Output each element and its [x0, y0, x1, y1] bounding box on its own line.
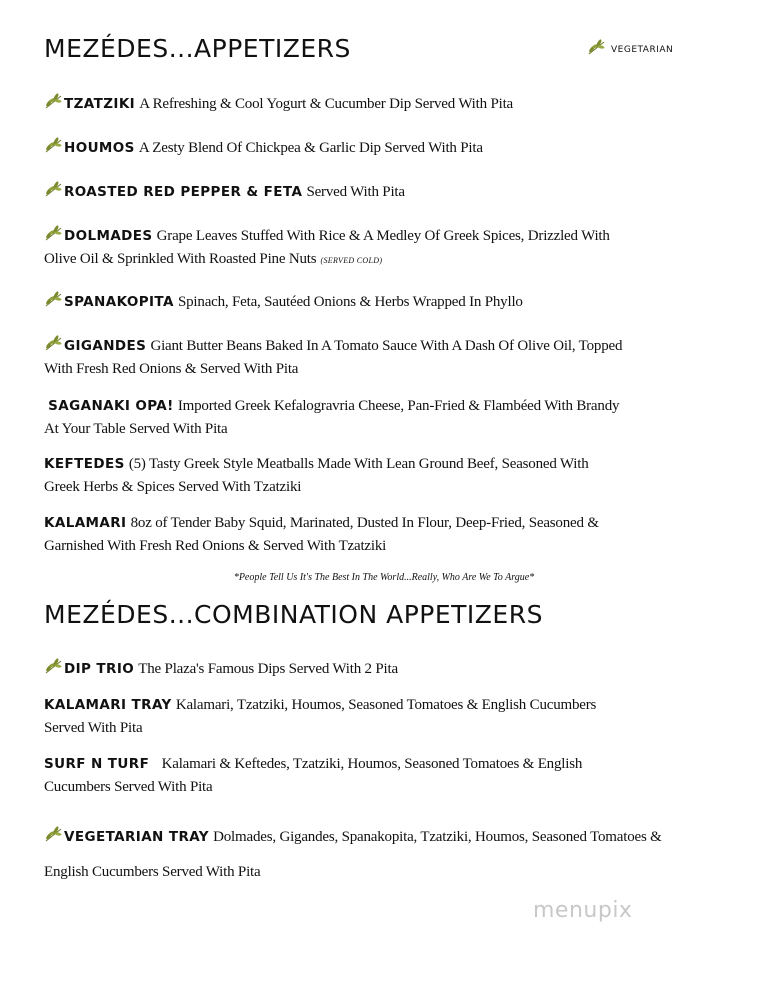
olive-branch-icon [44, 136, 64, 154]
olive-branch-icon [44, 657, 64, 675]
item-name: DOLMADES [64, 228, 153, 244]
vegetarian-legend [587, 38, 673, 56]
item-note: (SERVED COLD) [320, 256, 383, 265]
tagline: *People Tell Us It's The Best In The World...Really, Who Are We To Argue* [233, 572, 535, 583]
item-description-cont: At Your Table Served With Pita [44, 421, 228, 437]
item-description: The Plaza's Famous Dips Served With 2 Pita [138, 661, 398, 677]
section-title-appetizers: MEZÉDES...APPETIZERS [44, 34, 351, 63]
item-name: SAGANAKI OPA! [48, 398, 174, 414]
menu-item-houmos [44, 136, 760, 160]
item-name: TZATZIKI [64, 96, 136, 112]
item-description: A Refreshing & Cool Yogurt & Cucumber Dip Served With Pita [139, 96, 514, 112]
item-name: GIGANDES [64, 338, 147, 354]
menu-item-tzatziki [44, 92, 760, 116]
olive-branch-icon [44, 334, 64, 352]
olive-branch-icon [587, 38, 607, 56]
item-description-cont: Garnished With Fresh Red Onions & Served With Tzatziki [44, 538, 387, 554]
menu-item-saganaki [44, 395, 760, 441]
item-name: SPANAKOPITA [64, 294, 174, 310]
item-description: A Zesty Blend Of Chickpea & Garlic Dip Served With Pita [138, 140, 483, 156]
olive-branch-icon [44, 290, 64, 308]
item-description: Served With Pita [306, 184, 405, 200]
menupix-watermark: menupix [533, 898, 633, 923]
item-description-cont: Served With Pita [44, 720, 143, 736]
menu-item-vegetarian-tray [44, 820, 760, 890]
menu-item-roasted-red-pepper [44, 180, 760, 204]
olive-branch-icon [44, 224, 64, 242]
item-name: HOUMOS [64, 140, 135, 156]
item-description: Kalamari, Tzatziki, Houmos, Seasoned Tomatoes & English Cucumbers [175, 697, 597, 713]
menu-item-kalamari [44, 512, 760, 558]
olive-branch-icon [44, 180, 64, 198]
menu-item-dip-trio [44, 657, 760, 681]
olive-branch-icon [44, 92, 64, 110]
item-description: 8oz of Tender Baby Squid, Marinated, Dusted In Flour, Deep-Fried, Seasoned & [130, 515, 599, 531]
item-description-cont: Olive Oil & Sprinkled With Roasted Pine Nuts [44, 251, 317, 267]
menu-item-gigandes [44, 334, 760, 381]
item-description-cont: Greek Herbs & Spices Served With Tzatziki [44, 479, 302, 495]
item-description: Dolmades, Gigandes, Spanakopita, Tzatziki, Houmos, Seasoned Tomatoes & [213, 829, 662, 845]
menu-item-spanakopita [44, 290, 760, 314]
item-description: Kalamari & Keftedes, Tzatziki, Houmos, Seasoned Tomatoes & English [161, 756, 583, 772]
item-description: (5) Tasty Greek Style Meatballs Made With Lean Ground Beef, Seasoned With [128, 456, 589, 472]
item-description-cont: English Cucumbers Served With Pita [44, 864, 261, 880]
item-name: VEGETARIAN TRAY [64, 829, 209, 845]
item-description-cont: Cucumbers Served With Pita [44, 779, 213, 795]
item-name: KALAMARI TRAY [44, 697, 172, 713]
item-name: DIP TRIO [64, 661, 135, 677]
menu-item-kalamari-tray [44, 694, 760, 740]
item-name: ROASTED RED PEPPER & FETA [64, 184, 303, 200]
vegetarian-legend-label: VEGETARIAN [611, 45, 674, 55]
item-description: Giant Butter Beans Baked In A Tomato Sauce With A Dash Of Olive Oil, Topped [150, 338, 623, 354]
menu-item-dolmades [44, 224, 760, 272]
item-description: Grape Leaves Stuffed With Rice & A Medley Of Greek Spices, Drizzled With [156, 228, 610, 244]
item-name: SURF N TURF [44, 756, 150, 772]
item-name: KEFTEDES [44, 456, 125, 472]
section-title-combination: MEZÉDES...COMBINATION APPETIZERS [44, 600, 543, 629]
olive-branch-icon [44, 825, 64, 843]
item-name: KALAMARI [44, 515, 127, 531]
menu-item-surf-n-turf [44, 753, 760, 799]
item-description: Spinach, Feta, Sautéed Onions & Herbs Wrapped In Phyllo [177, 294, 523, 310]
item-description-cont: With Fresh Red Onions & Served With Pita [44, 361, 299, 377]
item-description: Imported Greek Kefalogravria Cheese, Pan-Fried & Flambéed With Brandy [177, 398, 620, 414]
menu-item-keftedes [44, 453, 760, 499]
